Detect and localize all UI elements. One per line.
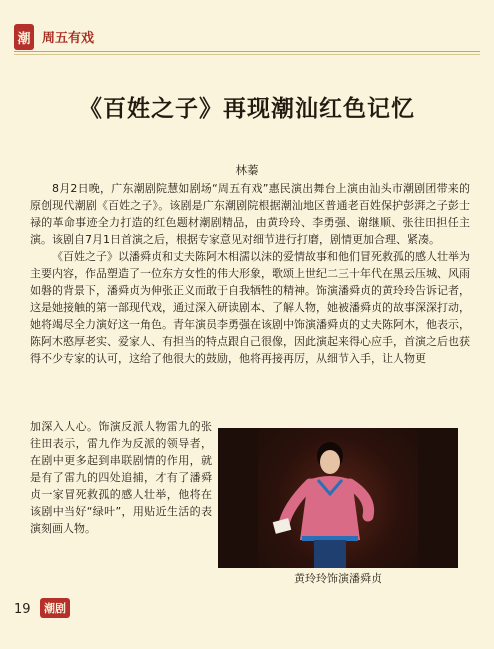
magazine-seal-logo: 潮 xyxy=(14,24,34,50)
page-header xyxy=(0,0,494,62)
performer-figure-icon xyxy=(218,428,458,568)
section-title: 周五有戏 xyxy=(42,31,95,46)
paragraph-continued: 加深入人心。饰演反派人物雷九的张往田表示，雷九作为反派的领导者，在剧中更多起到串联剧情的作用，就是有了雷九的四处追捕，才有了潘舜贞一家冒死救孤的感人壮举，他将在该剧中当好“绿叶”，用贴近生活的表演刻画人物。 xyxy=(30,420,212,535)
header-divider xyxy=(14,51,480,52)
performer-photo xyxy=(218,428,458,568)
article-body xyxy=(30,180,470,367)
article-author: 林蓁 xyxy=(235,163,259,177)
footer-logo: 潮剧 xyxy=(40,598,70,618)
paragraph: 8月2日晚，广东潮剧院慧如剧场“周五有戏”惠民演出舞台上演由汕头市潮剧团带来的原创现代潮剧《百姓之子》。该剧是广东潮剧院根据潮汕地区普通老百姓保护彭湃之子彭士禄的革命事迹全力打造的红色题材潮剧精品，由黄玲玲、李勇强、谢继顺、张往田担任主演。该剧自7月1日首演之后，根据专家意见对细节进行打磨，剧情更加合理、紧凑。 xyxy=(30,182,470,246)
header-divider-thin xyxy=(14,54,480,55)
photo-caption: 黄玲玲饰演潘舜贞 xyxy=(294,572,382,585)
paragraph: 《百姓之子》以潘舜贞和丈夫陈阿木相濡以沫的爱情故事和他们冒死救孤的感人壮举为主要内容，作品塑造了一位东方女性的伟大形象，歌颂上世纪二三十年代在黑云压城、风雨如磐的背景下，潘舜贞为伸张正义而敢于自我牺牲的精神。饰演潘舜贞的黄玲玲告诉记者，这是她接触的第一部现代戏，通过深入研读剧本、了解人物，她被潘舜贞的故事深深打动，她将竭尽全力演好这一角色。青年演员李勇强在该剧中饰演潘舜贞的丈夫陈阿木，他表示，陈阿木憨厚老实、爱家人、有担当的特点跟自己很像，因此演起来得心应手，首演之后也获得不少专家的认可，这给了他很大的鼓励，他将再接再厉，从细节入手，让人物更 xyxy=(30,250,470,365)
article-title: 《百姓之子》再现潮汕红色记忆 xyxy=(79,96,415,122)
paper-prop xyxy=(273,518,292,534)
page-number: 19 xyxy=(14,602,31,617)
trousers xyxy=(314,540,346,568)
face-shape xyxy=(320,450,340,474)
